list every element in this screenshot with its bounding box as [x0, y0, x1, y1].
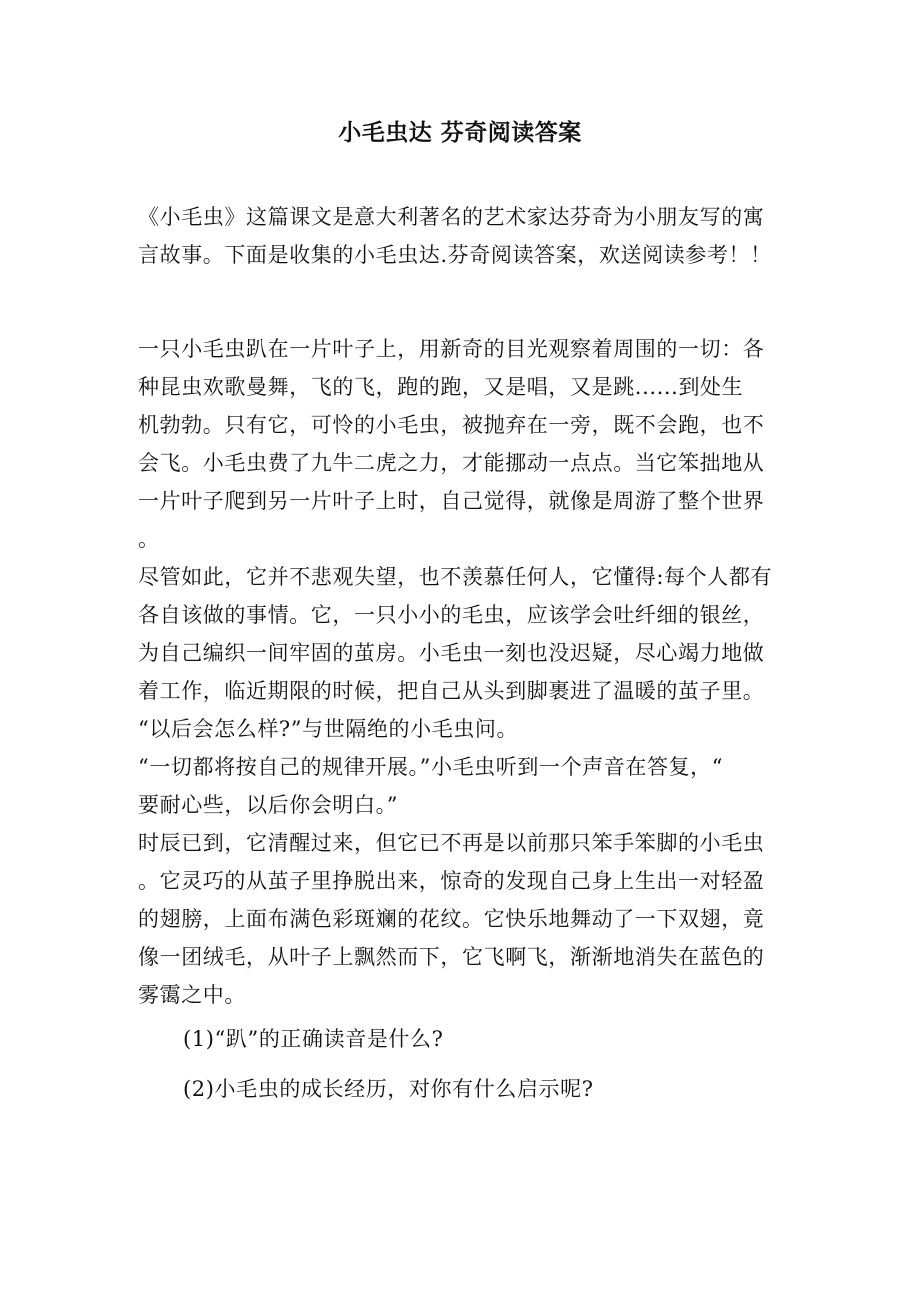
- text-line: 。它灵巧的从茧子里挣脱出来，惊奇的发现自己身上生出一对轻盈: [138, 869, 765, 893]
- text-line: 各自该做的事情。它，一只小小的毛虫，应该学会吐纤细的银丝，: [138, 603, 765, 627]
- paragraph-gap: [138, 274, 788, 330]
- text-line: 的翅膀，上面布满色彩斑斓的花纹。它快乐地舞动了一下双翅，竟: [138, 907, 765, 931]
- intro-paragraph: [138, 198, 788, 274]
- text-line: 种昆虫欢歌曼舞，飞的飞，跑的跑，又是唱，又是跳......到处生: [138, 375, 744, 399]
- text-line: 像一团绒毛，从叶子上飘然而下，它飞啊飞，渐渐地消失在蓝色的: [138, 945, 765, 969]
- document-body: [138, 198, 788, 1114]
- text-line: “以后会怎么样?”与世隔绝的小毛虫问。: [138, 717, 519, 741]
- text-line: 一只小毛虫趴在一片叶子上，用新奇的目光观察着周围的一切：各: [138, 337, 765, 361]
- text-line: 着工作，临近期限的时候，把自己从头到脚裹进了温暖的茧子里。: [138, 679, 765, 703]
- text-line: 《小毛虫》这篇课文是意大利著名的艺术家达芬奇为小朋友写的寓: [138, 205, 765, 229]
- text-line: 。: [138, 527, 160, 551]
- question-list: [138, 1014, 788, 1114]
- text-line: “一切都将按自己的规律开展。”小毛虫听到一个声音在答复，“: [138, 755, 724, 779]
- text-line: 尽管如此，它并不悲观失望，也不羡慕任何人，它懂得:每个人都有: [138, 565, 773, 589]
- text-line: 言故事。下面是收集的小毛虫达.芬奇阅读答案，欢送阅读参考！！: [138, 243, 772, 267]
- text-line: 为自己编织一间牢固的茧房。小毛虫一刻也没迟疑，尽心竭力地做: [138, 641, 765, 665]
- text-line: 会飞。小毛虫费了九牛二虎之力，才能挪动一点点。当它笨拙地从: [138, 451, 765, 475]
- question-item: (1)“趴”的正确读音是什么?: [183, 1027, 444, 1051]
- text-line: 时辰已到，它清醒过来，但它已不再是以前那只笨手笨脚的小毛虫: [138, 831, 765, 855]
- text-line: 一片叶子爬到另一片叶子上时，自己觉得，就像是周游了整个世界: [138, 489, 765, 513]
- text-line: 要耐心些，以后你会明白。”: [138, 793, 399, 817]
- text-line: 雾霭之中。: [138, 983, 246, 1007]
- story-text: [138, 330, 788, 1014]
- question-item: (2)小毛虫的成长经历，对你有什么启示呢?: [183, 1077, 594, 1101]
- page-title: 小毛虫达 芬奇阅读答案: [338, 119, 582, 146]
- text-line: 机勃勃。只有它，可怜的小毛虫，被抛弃在一旁，既不会跑，也不: [138, 413, 765, 437]
